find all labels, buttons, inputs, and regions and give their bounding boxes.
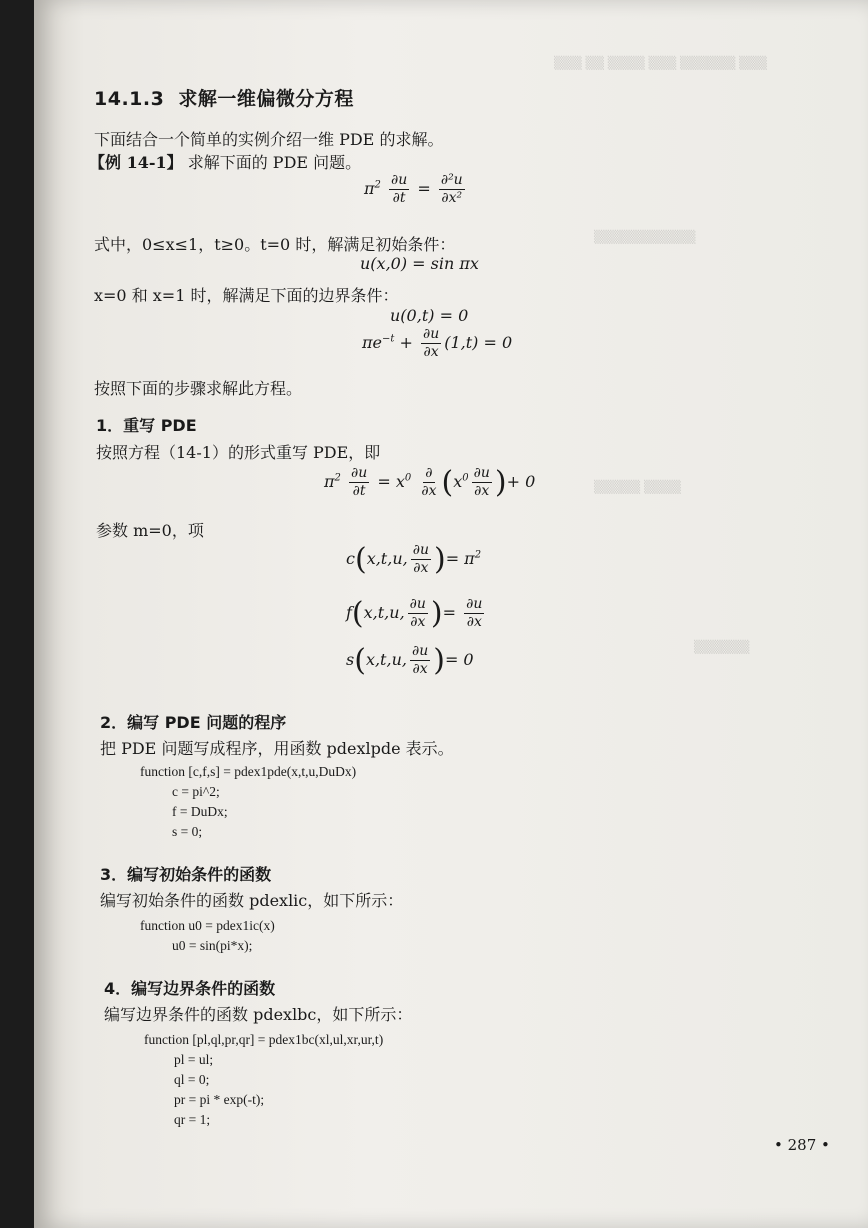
step1-text: 按照方程（14-1）的形式重写 PDE，即: [96, 443, 381, 462]
code-line: function [c,f,s] = pdex1pde(x,t,u,DuDx): [140, 764, 357, 779]
bleed-through: ▒▒▒▒▒▒: [694, 640, 750, 654]
eq-rhs-num: ∂²u: [440, 172, 463, 188]
section-number: 14.1.3: [94, 88, 165, 110]
bc2-suffix: (1,t) = 0: [444, 333, 513, 352]
conditions-text: 式中，0≤x≤1，t≥0。t=0 时，解满足初始条件：: [94, 235, 456, 254]
eq-lhs-den: ∂t: [392, 190, 406, 206]
boundary-text: x=0 和 x=1 时，解满足下面的边界条件：: [94, 286, 399, 305]
example-text: 求解下面的 PDE 问题。: [187, 153, 362, 172]
example-tag: 【例 14-1】: [89, 153, 183, 172]
step4-code: [144, 1030, 383, 1130]
bleed-through: ▒▒▒▒▒ ▒▒▒▒: [594, 480, 681, 494]
initial-condition: u(x,0) = sin πx: [360, 254, 479, 273]
eq-rhs-den: ∂x²: [441, 190, 463, 206]
code-line: pl = ul;: [174, 1052, 214, 1067]
book-page: [34, 0, 868, 1228]
c-term: c(x,t,u, $\frac{\partial u}{\partial x}$ )= $\pi^2$: [346, 542, 482, 577]
code-line: s = 0;: [172, 824, 203, 839]
code-line: u0 = sin(pi*x);: [172, 938, 253, 953]
eq-lhs-num: ∂u: [390, 172, 408, 188]
eq-lhs-fraction: [389, 172, 409, 207]
step4-heading: 4．编写边界条件的函数: [104, 979, 276, 998]
step2-code: [140, 762, 356, 842]
step3-text: 编写初始条件的函数 pdexlic，如下所示：: [100, 891, 404, 910]
step1-heading: 1．重写 PDE: [96, 416, 197, 435]
boundary-condition-1: u(0,t) = 0: [390, 306, 469, 325]
eq-rhs-fraction: [439, 172, 465, 207]
code-line: f = DuDx;: [172, 804, 228, 819]
intro-paragraph: 下面结合一个简单的实例介绍一维 PDE 的求解。: [94, 130, 444, 149]
bc2-num: ∂u: [422, 326, 440, 342]
step4-text: 编写边界条件的函数 pdexlbc，如下所示：: [104, 1005, 413, 1024]
bc2-prefix: πe: [362, 333, 382, 352]
main-equation: $\pi^2$ $\frac{\partial u}{\partial t}$ = $\frac{\text{∂²u}}{\text{∂x²}}$: [364, 172, 463, 206]
eq-coef: π: [364, 179, 375, 198]
bc2-den: ∂x: [423, 344, 439, 360]
boundary-condition-2: $\pi e^{-t}$ + $\frac{\partial u}{\partial x}$ (1,t) = 0: [362, 326, 513, 360]
section-title: [94, 84, 354, 111]
step3-code: [140, 916, 275, 956]
code-line: ql = 0;: [174, 1072, 210, 1087]
example-line: [89, 150, 361, 173]
rewritten-pde: $\pi^2$ $\frac{\partial u}{\partial t}$ = $x^0$ $\frac{\partial}{\partial x}$ ($x^0$ $\frac{\partial u}{\partial x}$ )+ 0: [324, 465, 536, 500]
step2-text: 把 PDE 问题写成程序，用函数 pdexlpde 表示。: [100, 739, 454, 758]
step2-heading: 2．编写 PDE 问题的程序: [100, 713, 287, 732]
code-line: function [pl,ql,pr,qr] = pdex1bc(xl,ul,xr,ur,t): [144, 1032, 384, 1047]
code-line: pr = pi * exp(-t);: [174, 1092, 265, 1107]
code-line: function u0 = pdex1ic(x): [140, 918, 275, 933]
s-term: s(x,t,u, $\frac{\partial u}{\partial x}$ )= 0: [346, 643, 474, 678]
bc2-fraction: [421, 326, 441, 361]
step1-params: 参数 m=0，项: [96, 521, 204, 540]
page-number: • 287 •: [774, 1136, 830, 1154]
bleed-through: ▒▒▒▒▒▒▒▒▒▒▒: [594, 230, 696, 244]
code-line: qr = 1;: [174, 1112, 211, 1127]
steps-text: 按照下面的步骤求解此方程。: [94, 379, 303, 398]
step3-heading: 3．编写初始条件的函数: [100, 865, 272, 884]
bleed-through: ▒▒▒ ▒▒ ▒▒▒▒ ▒▒▒ ▒▒▒▒▒▒ ▒▒▒: [554, 56, 767, 70]
section-heading: 求解一维偏微分方程: [178, 88, 354, 110]
bc2-exponent: −t: [381, 333, 395, 345]
f-term: f(x,t,u, $\frac{\partial u}{\partial x}$ )= $\frac{\partial u}{\partial x}$: [346, 596, 483, 631]
code-line: c = pi^2;: [172, 784, 220, 799]
